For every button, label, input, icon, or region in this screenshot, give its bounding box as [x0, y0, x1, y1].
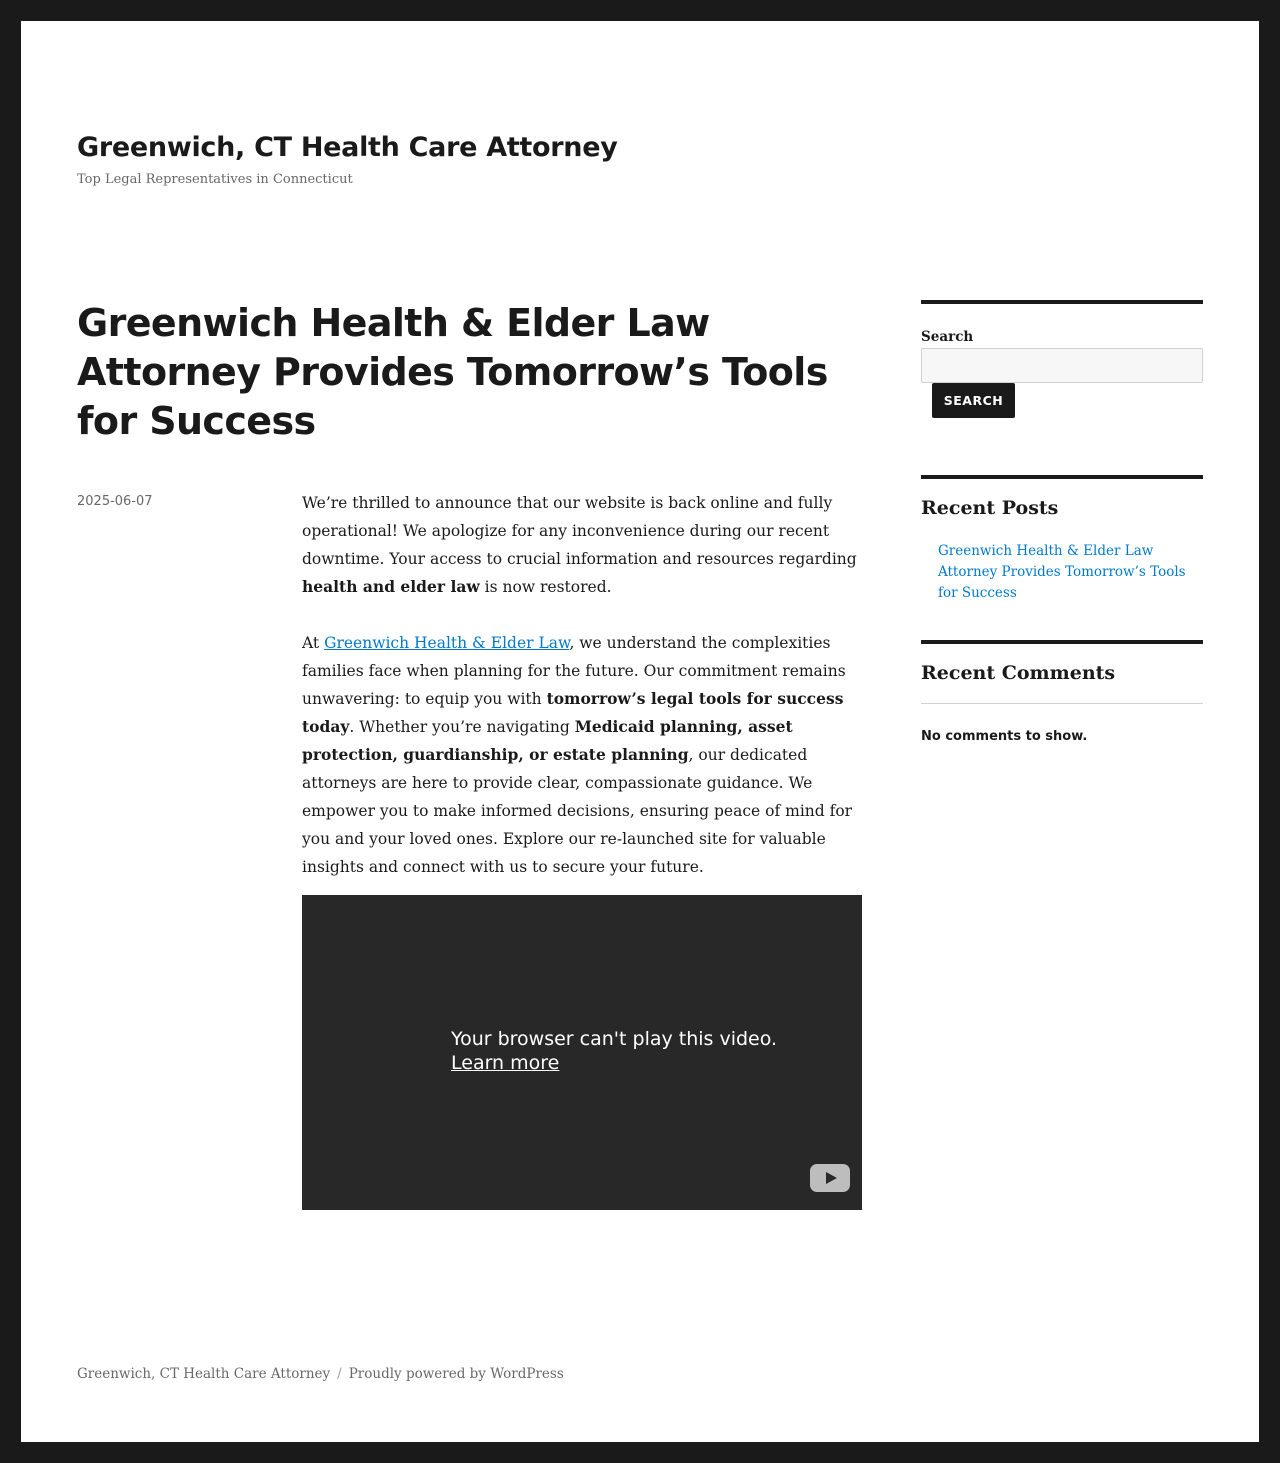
site-title[interactable]: Greenwich, CT Health Care Attorney	[77, 132, 618, 163]
learn-more-link[interactable]: Learn more	[451, 1052, 560, 1074]
search-label: Search	[921, 329, 974, 345]
post-content	[302, 489, 867, 1210]
recent-posts-list	[921, 541, 1203, 604]
footer-site-link[interactable]: Greenwich, CT Health Care Attorney	[77, 1366, 331, 1382]
recent-posts-title: Recent Posts	[921, 497, 1059, 519]
search-widget	[921, 300, 1203, 418]
recent-post-link[interactable]: Greenwich Health & Elder Law Attorney Provides Tomorrow’s Tools for Success	[938, 543, 1186, 601]
post-paragraph-1: We’re thrilled to announce that our website is back online and fully operational! We apologize for any inconvenience during our recent downtime. Your access to crucial information and resources regarding health and elder law is now restored.	[302, 494, 857, 596]
divider	[921, 703, 1203, 704]
site-page	[21, 21, 1259, 1442]
recent-posts-widget	[921, 475, 1203, 604]
youtube-icon[interactable]	[810, 1164, 850, 1192]
footer-powered-link[interactable]: Proudly powered by WordPress	[348, 1366, 564, 1382]
list-item	[938, 541, 1203, 604]
embedded-video[interactable]	[302, 895, 862, 1210]
bold-text: tomorrow’s legal tools for success today	[302, 689, 844, 736]
recent-comments-widget	[921, 640, 1203, 744]
video-error-message: Your browser can't play this video. Learn more	[451, 1028, 778, 1074]
search-button[interactable]: SEARCH	[932, 383, 1015, 418]
bold-text: Medicaid planning, asset protection, guardianship, or estate planning	[302, 717, 793, 764]
post-date[interactable]: 2025-06-07	[77, 494, 153, 509]
greenwich-health-elder-law-link[interactable]: Greenwich Health & Elder Law	[324, 634, 570, 652]
site-footer	[77, 1366, 564, 1382]
no-comments-text: No comments to show.	[921, 729, 1088, 744]
post-paragraph-2: At Greenwich Health & Elder Law, we understand the complexities families face when planning for the future. Our commitment remains unwavering: to equip you with tomorrow’s legal tools for success today. Whether you’re navigating Medicaid planning, asset protection, guardianship, or estate planning, our dedicated attorneys are here to provide clear, compassionate guidance. We empower you to make informed decisions, ensuring peace of mind for you and your loved ones. Explore our re-launched site for valuable insights and connect with us to secure your future.	[302, 634, 853, 876]
bold-text: health and elder law	[302, 577, 480, 596]
recent-comments-title: Recent Comments	[921, 662, 1116, 684]
site-description: Top Legal Representatives in Connecticut	[77, 172, 353, 187]
footer-separator: /	[337, 1366, 342, 1382]
search-input[interactable]	[921, 348, 1203, 383]
post-title: Greenwich Health & Elder Law Attorney Provides Tomorrow’s Tools for Success	[77, 301, 828, 443]
